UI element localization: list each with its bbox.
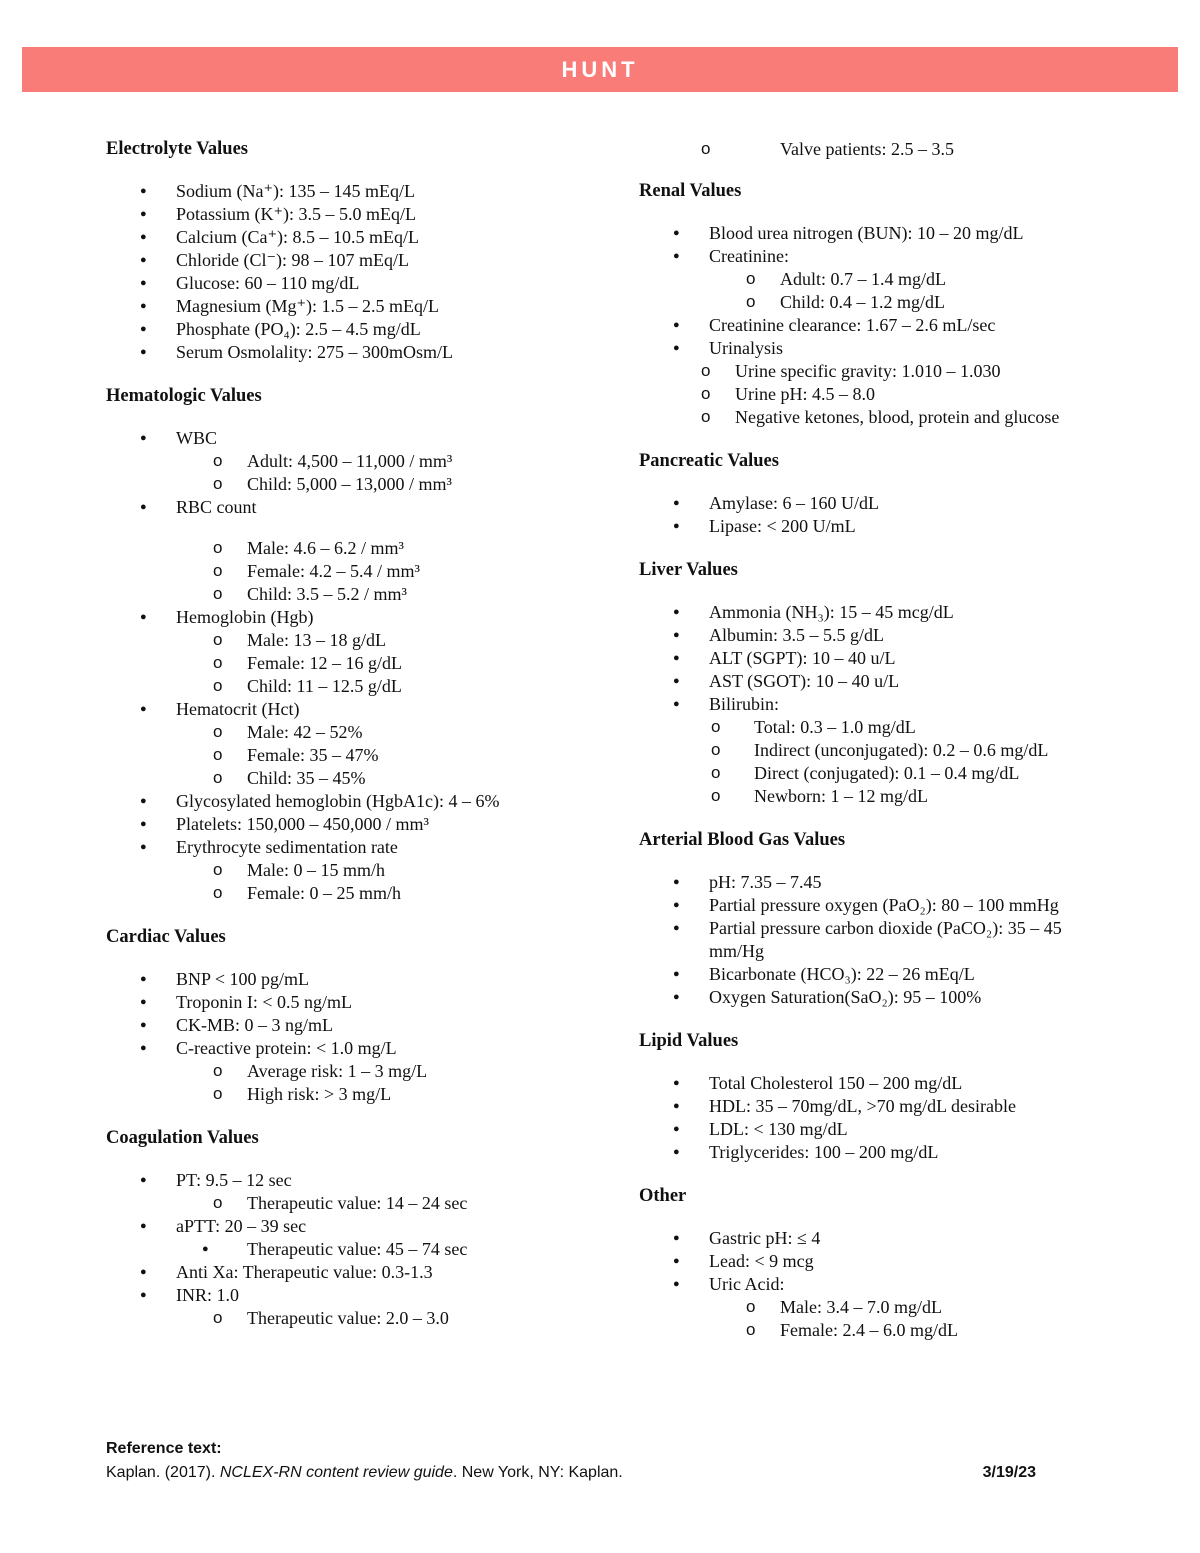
section-title: Renal Values (639, 181, 742, 201)
renal-list (639, 222, 1109, 429)
list-item: ● Lead: < 9 mcg (639, 1250, 1109, 1273)
citation-row (106, 1461, 1036, 1485)
continued-list (639, 138, 1109, 161)
other-list (639, 1227, 1109, 1342)
section-title: Hematologic Values (106, 386, 262, 406)
abg-list (639, 871, 1109, 1009)
list-subitem: o Direct (conjugated): 0.1 – 0.4 mg/dL (639, 762, 1109, 785)
section-title: Lipid Values (639, 1031, 739, 1051)
list-item: ● Hematocrit (Hct) (106, 698, 606, 721)
section-title: Cardiac Values (106, 927, 226, 947)
list-item: ● C-reactive protein: < 1.0 mg/L (106, 1037, 606, 1060)
list-item: ● Albumin: 3.5 – 5.5 g/dL (639, 624, 1109, 647)
section-title: Electrolyte Values (106, 139, 248, 159)
list-subitem: o Male: 4.6 – 6.2 / mm³ (106, 537, 606, 560)
other-section (639, 1185, 1109, 1342)
list-subitem: o Newborn: 1 – 12 mg/dL (639, 785, 1109, 808)
list-item: ● Creatinine clearance: 1.67 – 2.6 mL/sec (639, 314, 1109, 337)
list-subitem: o Child: 5,000 – 13,000 / mm³ (106, 473, 606, 496)
coagulation-section (106, 1127, 606, 1330)
list-item: ● RBC count (106, 496, 606, 519)
list-subitem: o Female: 12 – 16 g/dL (106, 652, 606, 675)
list-subitem: o Adult: 0.7 – 1.4 mg/dL (639, 268, 1109, 291)
list-item: ● Partial pressure carbon dioxide (PaCO₂): 35 – 45 mm/Hg (639, 917, 1109, 963)
list-item: ● Phosphate (PO₄): 2.5 – 4.5 mg/dL (106, 318, 606, 341)
list-item: ● CK-MB: 0 – 3 ng/mL (106, 1014, 606, 1037)
list-item: ● Potassium (K⁺): 3.5 – 5.0 mEq/L (106, 203, 606, 226)
list-item: ● Chloride (Cl⁻): 98 – 107 mEq/L (106, 249, 606, 272)
list-item: ● Partial pressure oxygen (PaO₂): 80 – 100 mmHg (639, 894, 1109, 917)
citation (106, 1461, 623, 1485)
citation-publisher: . New York, NY: Kaplan. (452, 1464, 623, 1481)
list-item: ● Sodium (Na⁺): 135 – 145 mEq/L (106, 180, 606, 203)
list-item: ● Urinalysis (639, 337, 1109, 360)
list-item: ● HDL: 35 – 70mg/dL, >70 mg/dL desirable (639, 1095, 1109, 1118)
cardiac-list (106, 968, 606, 1106)
list-item: ● Gastric pH: ≤ 4 (639, 1227, 1109, 1250)
coagulation-list (106, 1169, 606, 1330)
list-item: ● Bilirubin: (639, 693, 1109, 716)
list-subitem: o Child: 0.4 – 1.2 mg/dL (639, 291, 1109, 314)
left-column (106, 138, 606, 1351)
list-subitem: o Male: 0 – 15 mm/h (106, 859, 606, 882)
section-title: Pancreatic Values (639, 451, 779, 471)
hematologic-section (106, 385, 606, 905)
list-subitem: o Female: 4.2 – 5.4 / mm³ (106, 560, 606, 583)
list-subitem: o Male: 3.4 – 7.0 mg/dL (639, 1296, 1109, 1319)
right-column (639, 138, 1109, 1363)
section-title: Arterial Blood Gas Values (639, 830, 846, 850)
liver-section (639, 559, 1109, 808)
list-item: ● Glucose: 60 – 110 mg/dL (106, 272, 606, 295)
list-item: ● WBC (106, 427, 606, 450)
abg-section (639, 829, 1109, 1009)
list-subitem: o Female: 0 – 25 mm/h (106, 882, 606, 905)
list-item: ● Total Cholesterol 150 – 200 mg/dL (639, 1072, 1109, 1095)
pancreatic-list (639, 492, 1109, 538)
list-item: ● INR: 1.0 (106, 1284, 606, 1307)
electrolyte-list (106, 180, 606, 364)
list-subitem: o Urine specific gravity: 1.010 – 1.030 (639, 360, 1109, 383)
list-subitem: o Female: 35 – 47% (106, 744, 606, 767)
list-item: ● Uric Acid: (639, 1273, 1109, 1296)
list-item: ● Glycosylated hemoglobin (HgbA1c): 4 – 6% (106, 790, 606, 813)
list-subitem: o Therapeutic value: 2.0 – 3.0 (106, 1307, 606, 1330)
list-subitem: o Child: 35 – 45% (106, 767, 606, 790)
list-item: ● Triglycerides: 100 – 200 mg/dL (639, 1141, 1109, 1164)
list-item: ● Platelets: 150,000 – 450,000 / mm³ (106, 813, 606, 836)
list-subitem: o Total: 0.3 – 1.0 mg/dL (639, 716, 1109, 739)
list-item: ● Calcium (Ca⁺): 8.5 – 10.5 mEq/L (106, 226, 606, 249)
list-item: ● Magnesium (Mg⁺): 1.5 – 2.5 mEq/L (106, 295, 606, 318)
lipid-list (639, 1072, 1109, 1164)
list-subitem: o Male: 13 – 18 g/dL (106, 629, 606, 652)
list-item: ● Lipase: < 200 U/mL (639, 515, 1109, 538)
list-item: ● PT: 9.5 – 12 sec (106, 1169, 606, 1192)
list-item: ● pH: 7.35 – 7.45 (639, 871, 1109, 894)
list-item: ● Erythrocyte sedimentation rate (106, 836, 606, 859)
list-item: ● Serum Osmolality: 275 – 300mOsm/L (106, 341, 606, 364)
citation-work: NCLEX-RN content review guide (219, 1464, 453, 1481)
list-item: ● LDL: < 130 mg/dL (639, 1118, 1109, 1141)
list-subitem: o Child: 3.5 – 5.2 / mm³ (106, 583, 606, 606)
pancreatic-section (639, 450, 1109, 538)
list-subitem: o Child: 11 – 12.5 g/dL (106, 675, 606, 698)
list-subitem: o Average risk: 1 – 3 mg/L (106, 1060, 606, 1083)
liver-list (639, 601, 1109, 808)
list-subitem: ● Therapeutic value: 45 – 74 sec (106, 1238, 606, 1261)
list-item: ● Ammonia (NH₃): 15 – 45 mcg/dL (639, 601, 1109, 624)
list-subitem: o Urine pH: 4.5 – 8.0 (639, 383, 1109, 406)
electrolyte-section (106, 138, 606, 364)
list-item: ● ALT (SGPT): 10 – 40 u/L (639, 647, 1109, 670)
list-subitem: o Negative ketones, blood, protein and glucose (639, 406, 1109, 429)
list-item: ● BNP < 100 pg/mL (106, 968, 606, 991)
header-banner (22, 47, 1178, 92)
list-item: ● AST (SGOT): 10 – 40 u/L (639, 670, 1109, 693)
section-title: Coagulation Values (106, 1128, 259, 1148)
footer-reference (106, 1437, 1036, 1485)
list-subitem: o Valve patients: 2.5 – 3.5 (639, 138, 1109, 161)
citation-author: Kaplan. (2017). (106, 1464, 220, 1481)
hematologic-list (106, 427, 606, 905)
list-subitem: o Indirect (unconjugated): 0.2 – 0.6 mg/dL (639, 739, 1109, 762)
section-title: Liver Values (639, 560, 738, 580)
list-subitem: o Adult: 4,500 – 11,000 / mm³ (106, 450, 606, 473)
list-item: ● Creatinine: (639, 245, 1109, 268)
list-item: ● Oxygen Saturation(SaO₂): 95 – 100% (639, 986, 1109, 1009)
document-date: 3/19/23 (982, 1464, 1036, 1481)
reference-label: Reference text: (106, 1440, 222, 1457)
list-item: ● Bicarbonate (HCO₃): 22 – 26 mEq/L (639, 963, 1109, 986)
renal-section (639, 180, 1109, 429)
section-title: Other (639, 1186, 687, 1206)
list-item: ● Troponin I: < 0.5 ng/mL (106, 991, 606, 1014)
spacer (106, 519, 606, 537)
list-subitem: o High risk: > 3 mg/L (106, 1083, 606, 1106)
list-item: ● Anti Xa: Therapeutic value: 0.3-1.3 (106, 1261, 606, 1284)
list-item: ● Hemoglobin (Hgb) (106, 606, 606, 629)
list-item: ● Blood urea nitrogen (BUN): 10 – 20 mg/dL (639, 222, 1109, 245)
list-item: ● Amylase: 6 – 160 U/dL (639, 492, 1109, 515)
list-subitem: o Male: 42 – 52% (106, 721, 606, 744)
list-subitem: o Female: 2.4 – 6.0 mg/dL (639, 1319, 1109, 1342)
cardiac-section (106, 926, 606, 1106)
lipid-section (639, 1030, 1109, 1164)
banner-title: HUNT (561, 56, 639, 82)
list-subitem: o Therapeutic value: 14 – 24 sec (106, 1192, 606, 1215)
list-item: ● aPTT: 20 – 39 sec (106, 1215, 606, 1238)
